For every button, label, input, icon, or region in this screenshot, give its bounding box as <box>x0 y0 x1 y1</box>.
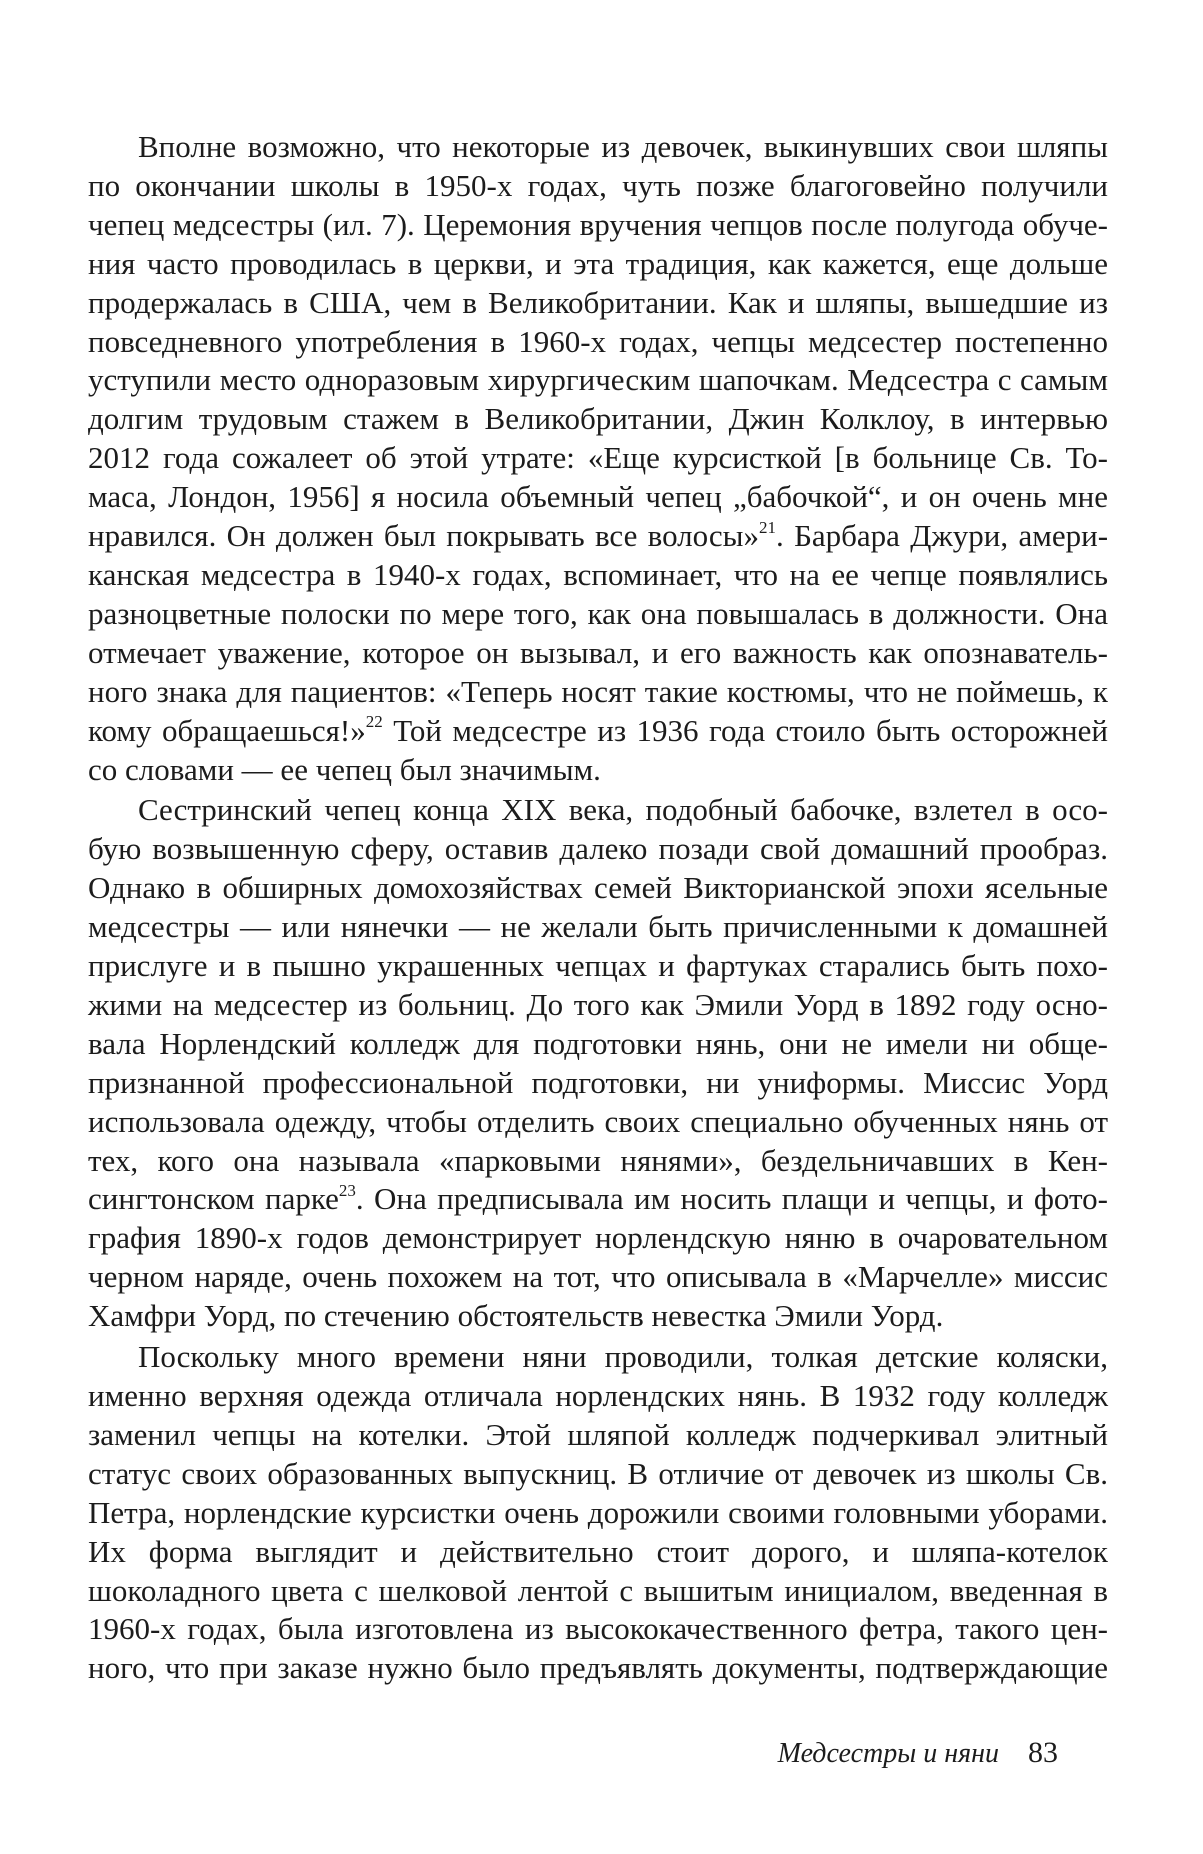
paragraph-text: Вполне возможно, что некоторые из девочек, выкинувших свои шляпы по окончании школы в 1950-х годах, чуть позже благоговейно получили чепец медсестры (ил. 7). Церемония вручения чепцов после полугода обучения часто проводилась в церкви, и эта традиция, как кажется, еще дольше продержалась в США, чем в Великобритании. Как и шляпы, вышедшие из повседневного употребления в 1960-х годах, чепцы медсестер постепенно уступили место одноразовым хирургическим шапочкам. Медсестра с самым долгим трудовым стажем в Великобритании, Джин Колклоу, в интервью 2012 года сожалеет об этой утрате: «Еще курсисткой [в больнице Св. Томаса, Лондон, 1956] я носила объемный чепец „бабочкой“, и он очень мне нравился. Он должен был покрывать все волосы» <box>88 129 1108 554</box>
paragraph-text: . Она предписывала им носить плащи и чепцы, и фотография 1890-х годов демонстрирует норлендскую няню в очаровательном черном наряде, очень похожем на тот, что описывала в «Марчелле» миссис Хамфри Уорд, по стечению обстоятельств невестка Эмили Уорд. <box>88 1181 1108 1334</box>
paragraph-text: Сестринский чепец конца XIX века, подобный бабочке, взлетел в особую возвышенную сферу, оставив далеко позади свой домашний прообраз. Однако в обширных домохозяйствах семей Викторианской эпохи ясельные медсестры — или нянечки — не желали быть причисленными к домашней прислуге и в пышно украшенных чепцах и фартуках старались быть похожими на медсестер из больниц. До того как Эмили Уорд в 1892 году основала Норлендский колледж для подготовки нянь, они не имели ни общепризнанной профессиональной подготовки, ни униформы. Миссис Уорд использовала одежду, чтобы отделить своих специально обученных нянь от тех, кого она называла «парковыми нянями», бездельничавших в Кенсингтонском парке <box>88 792 1108 1217</box>
paragraph-text: Поскольку много времени няни проводили, толкая детские коляски, именно верхняя одежда отличала норлендских нянь. В 1932 году колледж заменил чепцы на котелки. Этой шляпой колледж подчеркивал элитный статус своих образованных выпускниц. В отличие от девочек из школы Св. Петра, норлендские курсистки очень дорожили своими головными уборами. Их форма выглядит и действительно стоит дорого, и шляпа-котелок шоколадного цвета с шелковой лентой с вышитым инициалом, введенная в 1960-х годах, была изготовлена из высококачественного фетра, такого ценного, что при заказе нужно было предъявлять документы, подтверждающие <box>88 1339 1108 1686</box>
paragraph-text: . Барбара Джури, американская медсестра в 1940-х годах, вспоминает, что на ее чепце появлялись разноцветные полоски по мере того, как она повышалась в должности. Она отмечает уважение, которое он вызывал, и его важность как опознавательного знака для пациентов: «Теперь носят такие костюмы, что не поймешь, к кому обращаешься!» <box>88 518 1109 748</box>
page-number: 83 <box>1028 1736 1058 1769</box>
paragraph <box>88 791 1108 1336</box>
page-footer <box>0 1736 1058 1771</box>
body-text <box>88 128 1108 1690</box>
running-title: Медсестры и няни <box>777 1738 999 1769</box>
footnote-marker[interactable]: 23 <box>338 1181 356 1201</box>
footnote-marker[interactable]: 22 <box>365 712 383 732</box>
paragraph-text: Той медсестре из 1936 года стоило быть осторожней со словами — ее чепец был значимым. <box>88 712 1108 787</box>
footnote-marker[interactable]: 21 <box>759 517 776 537</box>
paragraph <box>88 128 1108 789</box>
paragraph <box>88 1338 1108 1688</box>
